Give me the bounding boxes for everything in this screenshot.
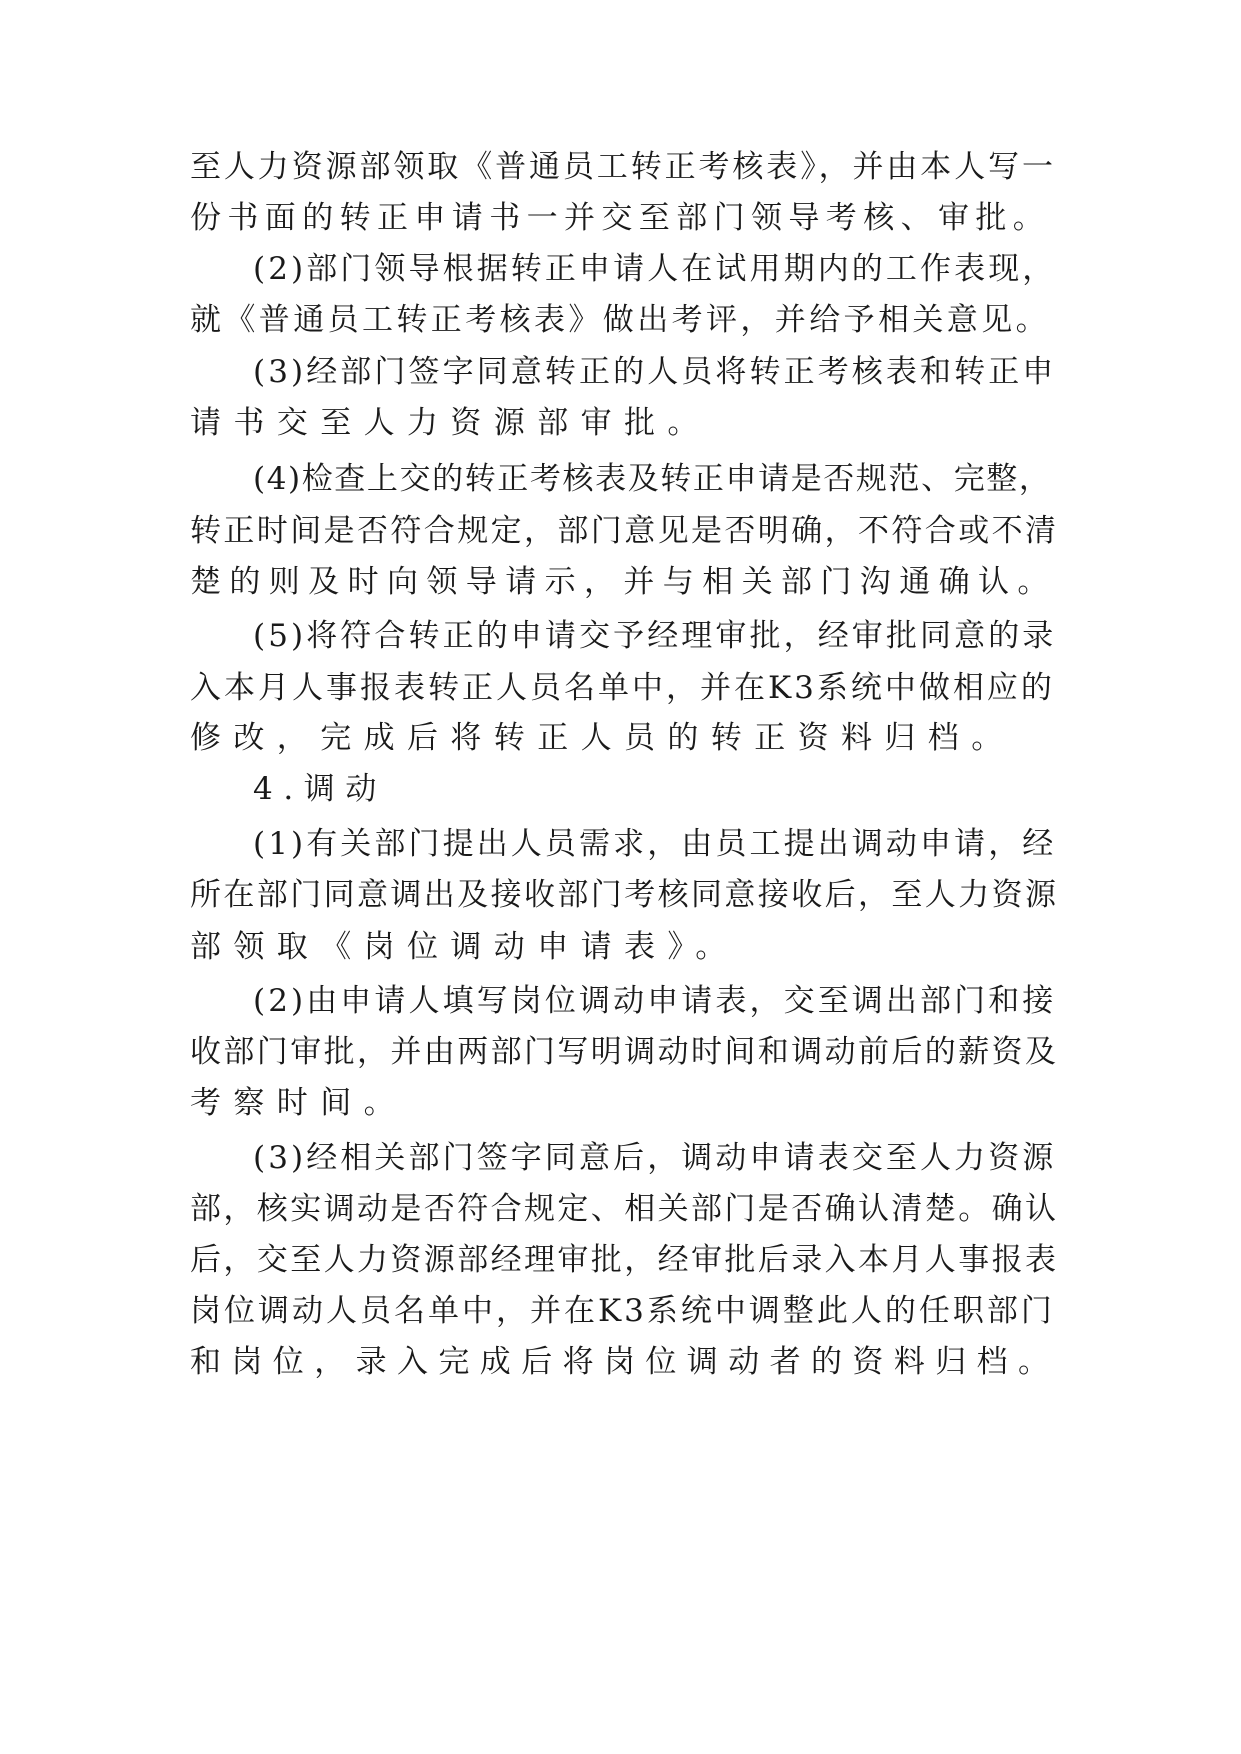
line-text: 和岗位，录入完成后将岗位调动者的资料归档。 xyxy=(190,1344,1060,1380)
line-text: 部，核实调动是否符合规定、相关部门是否确认清楚。确认 xyxy=(190,1191,1059,1227)
text-line xyxy=(0,1282,1241,1340)
text-line xyxy=(0,972,1241,1030)
text-line xyxy=(0,1129,1241,1187)
line-text: (3)经相关部门签字同意后，调动申请表交至人力资源 xyxy=(253,1140,1057,1176)
line-text: 楚的则及时向领导请示，并与相关部门沟通确认。 xyxy=(190,564,1057,600)
line-text: (2)由申请人填写岗位调动申请表，交至调出部门和接 xyxy=(253,983,1057,1019)
text-line xyxy=(0,1074,1241,1132)
section-heading xyxy=(0,760,1241,818)
line-text: (5)将符合转正的申请交予经理审批，经审批同意的录 xyxy=(253,618,1057,654)
text-line xyxy=(0,138,1241,196)
text-line xyxy=(0,607,1241,665)
line-text: 请书交至人力资源部审批。 xyxy=(190,405,711,441)
text-line xyxy=(0,291,1241,349)
text-line xyxy=(0,1333,1241,1391)
line-text: 修改，完成后将转正人员的转正资料归档。 xyxy=(190,720,1015,756)
line-text: 后，交至人力资源部经理审批，经审批后录入本月人事报表 xyxy=(190,1242,1059,1278)
line-text: (4)检查上交的转正考核表及转正申请是否规范、完整， xyxy=(253,461,1052,497)
line-text: 入本月人事报表转正人员名单中，并在K3系统中做相应的 xyxy=(190,670,1055,706)
text-line xyxy=(0,189,1241,247)
text-line xyxy=(0,866,1241,924)
line-text: 份书面的转正申请书一并交至部门领导考核、审批。 xyxy=(190,200,1051,236)
line-text: (3)经部门签字同意转正的人员将转正考核表和转正申 xyxy=(253,354,1057,390)
line-text: 所在部门同意调出及接收部门考核同意接收后，至人力资源 xyxy=(190,877,1059,913)
text-line xyxy=(0,553,1241,611)
text-line xyxy=(0,240,1241,298)
line-text: 至人力资源部领取《普通员工转正考核表》，并由本人写一 xyxy=(190,149,1056,185)
line-text: 收部门审批，并由两部门写明调动时间和调动前后的薪资及 xyxy=(190,1034,1059,1070)
line-text: (2)部门领导根据转正申请人在试用期内的工作表现， xyxy=(253,251,1057,287)
line-text: 岗位调动人员名单中，并在K3系统中调整此人的任职部门 xyxy=(190,1293,1055,1329)
line-text: 考察时间。 xyxy=(190,1085,407,1121)
text-line xyxy=(0,1231,1241,1289)
text-line xyxy=(0,1023,1241,1081)
text-line xyxy=(0,450,1241,508)
text-line xyxy=(0,394,1241,452)
text-line xyxy=(0,815,1241,873)
text-line xyxy=(0,709,1241,767)
text-line xyxy=(0,918,1241,976)
text-line xyxy=(0,1180,1241,1238)
line-text: 部领取《岗位调动申请表》。 xyxy=(190,929,739,965)
line-text: (1)有关部门提出人员需求，由员工提出调动申请，经 xyxy=(253,826,1057,862)
line-text: 就《普通员工转正考核表》做出考评，并给予相关意见。 xyxy=(190,302,1050,338)
line-text: 转正时间是否符合规定，部门意见是否明确，不符合或不清 xyxy=(190,513,1059,549)
line-text: 4.调动 xyxy=(253,771,387,807)
text-line xyxy=(0,343,1241,401)
text-line xyxy=(0,502,1241,560)
